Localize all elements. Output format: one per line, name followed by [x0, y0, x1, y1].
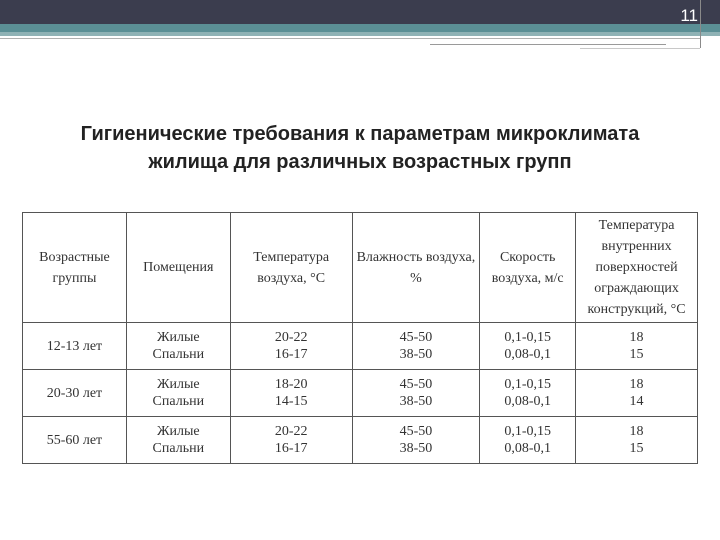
cell-value: 14-15	[274, 394, 308, 409]
cell-speed	[480, 417, 576, 464]
decor-vertical-line	[700, 0, 701, 48]
cell-speed	[480, 370, 576, 417]
cell-age: 20-30 лет	[23, 370, 127, 417]
table-row	[23, 417, 698, 464]
cell-value: 18-20	[274, 377, 308, 392]
decor-line	[0, 38, 700, 39]
cell-age: 55-60 лет	[23, 417, 127, 464]
cell-value: 20-22	[274, 330, 308, 345]
decor-line	[430, 44, 666, 45]
cell-value: Жилые	[156, 424, 200, 439]
table-row	[23, 370, 698, 417]
title-line-2: жилища для различных возрастных групп	[148, 151, 572, 173]
cell-value: Спальни	[152, 347, 205, 362]
cell-value: Жилые	[156, 377, 200, 392]
cell-value: 0,1-0,15	[504, 377, 552, 392]
microclimate-table	[22, 212, 698, 464]
title-line-1: Гигиенические требования к параметрам микроклимата	[80, 123, 640, 145]
cell-rooms	[126, 370, 230, 417]
cell-temperature	[230, 417, 352, 464]
slide-header-bar	[0, 0, 720, 24]
cell-value: 38-50	[399, 347, 433, 362]
table-row	[23, 323, 698, 370]
cell-surface-temperature	[576, 323, 698, 370]
cell-speed	[480, 323, 576, 370]
header-humidity: Влажность воздуха, %	[352, 213, 480, 323]
header-surface-temperature: Температура внутренних поверхностей ограждающих конструкций, °С	[576, 213, 698, 323]
cell-value: 0,08-0,1	[504, 441, 552, 456]
cell-value: 38-50	[399, 394, 433, 409]
cell-value: 45-50	[399, 377, 433, 392]
cell-value: 45-50	[399, 330, 433, 345]
slide-accent-band-light	[0, 32, 720, 36]
cell-value: 20-22	[274, 424, 308, 439]
cell-age: 12-13 лет	[23, 323, 127, 370]
cell-value: Спальни	[152, 394, 205, 409]
decor-line	[580, 48, 700, 49]
slide-number: 11	[680, 6, 698, 25]
cell-value: 14	[629, 394, 644, 409]
cell-value: 18	[629, 330, 644, 345]
cell-rooms	[126, 417, 230, 464]
cell-value: Спальни	[152, 441, 205, 456]
header-air-temperature: Температура воздуха, °С	[230, 213, 352, 323]
cell-value: 45-50	[399, 424, 433, 439]
cell-humidity	[352, 323, 480, 370]
cell-surface-temperature	[576, 417, 698, 464]
cell-value: 15	[629, 347, 644, 362]
header-age-groups: Возрастные группы	[23, 213, 127, 323]
cell-value: 0,1-0,15	[504, 424, 552, 439]
cell-value: 18	[629, 424, 644, 439]
header-rooms: Помещения	[126, 213, 230, 323]
slide-accent-band	[0, 24, 720, 32]
cell-rooms	[126, 323, 230, 370]
cell-humidity	[352, 417, 480, 464]
cell-value: 0,08-0,1	[504, 347, 552, 362]
cell-value: 18	[629, 377, 644, 392]
cell-value: 38-50	[399, 441, 433, 456]
cell-value: 16-17	[274, 441, 308, 456]
cell-temperature	[230, 323, 352, 370]
cell-value: 15	[629, 441, 644, 456]
cell-surface-temperature	[576, 370, 698, 417]
cell-value: Жилые	[156, 330, 200, 345]
table-header-row	[23, 213, 698, 323]
slide-title	[20, 120, 700, 176]
cell-value: 0,08-0,1	[504, 394, 552, 409]
cell-temperature	[230, 370, 352, 417]
header-air-speed: Скорость воздуха, м/с	[480, 213, 576, 323]
cell-value: 16-17	[274, 347, 308, 362]
cell-value: 0,1-0,15	[504, 330, 552, 345]
cell-humidity	[352, 370, 480, 417]
